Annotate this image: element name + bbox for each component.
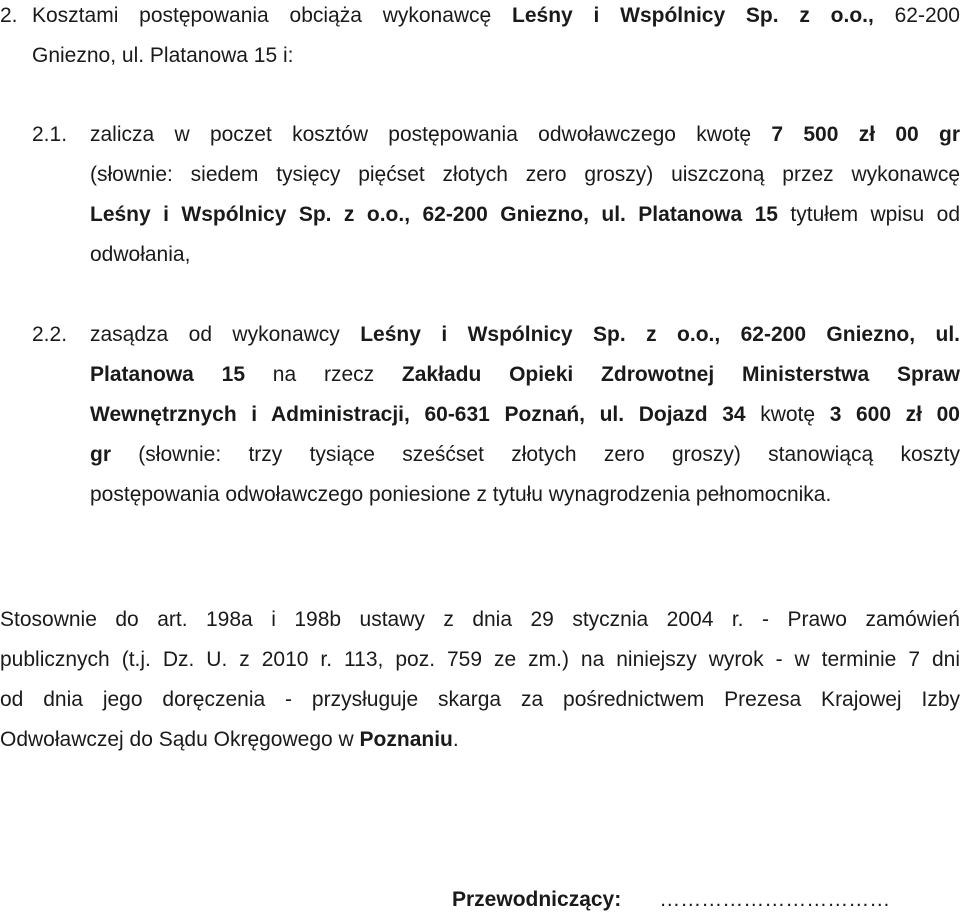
p21-number: 2.1. xyxy=(32,123,68,146)
para2-line-1: Kosztami postępowania obciąża wykonawcę Leśny i Wspólnicy Sp. z o.o., 62-200 xyxy=(32,4,960,27)
p22-line-5: postępowania odwoławczego poniesione z tytułu wynagrodzenia pełnomocnika. xyxy=(90,483,832,506)
signature-label: Przewodniczący: xyxy=(452,888,622,911)
signature-line xyxy=(452,887,890,913)
instruction-line-2: publicznych (t.j. Dz. U. z 2010 r. 113, poz. 759 ze zm.) na niniejszy wyrok - w terminie 7 dni xyxy=(0,648,960,671)
p22-line-3: Wewnętrznych i Administracji, 60-631 Poznań, ul. Dojazd 34 kwotę 3 600 zł 00 xyxy=(90,403,960,426)
p22-line-1: zasądza od wykonawcy Leśny i Wspólnicy Sp. z o.o., 62-200 Gniezno, ul. xyxy=(90,323,960,346)
p21-line-4: odwołania, xyxy=(90,243,191,266)
instruction-line-4: Odwoławczej do Sądu Okręgowego w Poznaniu. xyxy=(0,728,459,751)
signature-dots: …………………………… xyxy=(659,888,891,911)
para2-number: 2. xyxy=(0,4,18,27)
para2-line-2: Gniezno, ul. Platanowa 15 i: xyxy=(32,44,294,67)
p21-line-1: zalicza w poczet kosztów postępowania odwoławczego kwotę 7 500 zł 00 gr xyxy=(90,123,960,146)
p22-number: 2.2. xyxy=(32,323,68,346)
p21-line-3: Leśny i Wspólnicy Sp. z o.o., 62-200 Gniezno, ul. Platanowa 15 tytułem wpisu od xyxy=(90,203,960,226)
p22-line-4: gr (słownie: trzy tysiące sześćset złotych zero groszy) stanowiącą koszty xyxy=(90,443,960,466)
p22-line-2: Platanowa 15 na rzecz Zakładu Opieki Zdrowotnej Ministerstwa Spraw xyxy=(90,363,960,386)
instruction-line-1: Stosownie do art. 198a i 198b ustawy z dnia 29 stycznia 2004 r. - Prawo zamówień xyxy=(0,608,960,631)
p21-line-2: (słownie: siedem tysięcy pięćset złotych zero groszy) uiszczoną przez wykonawcę xyxy=(90,163,960,186)
instruction-line-3: od dnia jego doręczenia - przysługuje skarga za pośrednictwem Prezesa Krajowej Izby xyxy=(0,688,960,711)
